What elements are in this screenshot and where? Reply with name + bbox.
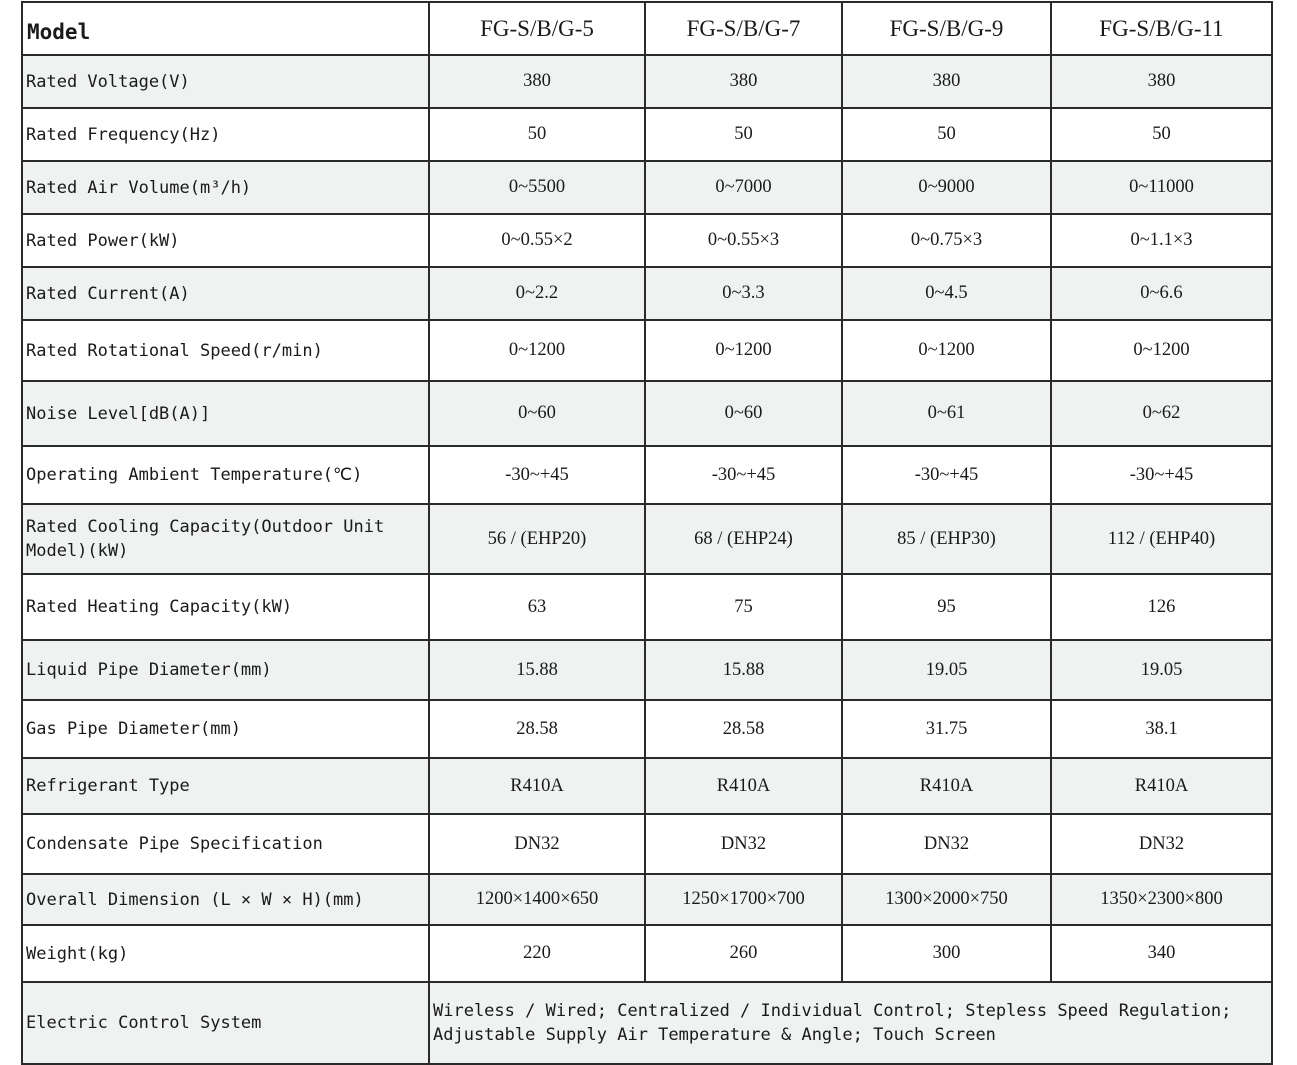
cell-value: -30~+45 [842, 446, 1051, 504]
cell-value: 0~2.2 [429, 267, 645, 320]
table-row [22, 758, 1272, 814]
model-header-label: Model [22, 2, 429, 55]
cell-value: 31.75 [842, 700, 1051, 758]
table-row [22, 320, 1272, 381]
cell-value: 28.58 [645, 700, 842, 758]
row-label: Rated Current(A) [22, 267, 429, 320]
table-row [22, 640, 1272, 700]
cell-value: 50 [429, 108, 645, 161]
row-label: Noise Level[dB(A)] [22, 381, 429, 446]
cell-value: 0~62 [1051, 381, 1272, 446]
row-label: Rated Voltage(V) [22, 55, 429, 108]
table-row [22, 700, 1272, 758]
table-row [22, 55, 1272, 108]
control-system-line-2: Adjustable Supply Air Temperature & Angle; Touch Screen [433, 1025, 996, 1045]
row-label: Rated Cooling Capacity(Outdoor Unit Model)(kW) [22, 504, 429, 574]
cell-value: 85 / (EHP30) [842, 504, 1051, 574]
control-system-line-1: Wireless / Wired; Centralized / Individual Control; Stepless Speed Regulation; [433, 1001, 1232, 1021]
cell-value: 0~5500 [429, 161, 645, 214]
cell-value: 0~60 [429, 381, 645, 446]
cell-value: 15.88 [429, 640, 645, 700]
cell-value: 68 / (EHP24) [645, 504, 842, 574]
cell-value: 380 [645, 55, 842, 108]
row-label: Rated Frequency(Hz) [22, 108, 429, 161]
cell-value: 260 [645, 925, 842, 982]
table-row [22, 381, 1272, 446]
cell-value: R410A [429, 758, 645, 814]
cell-value: 95 [842, 574, 1051, 640]
cell-value: 75 [645, 574, 842, 640]
cell-value: 0~11000 [1051, 161, 1272, 214]
row-label: Operating Ambient Temperature(℃) [22, 446, 429, 504]
cell-value: 0~7000 [645, 161, 842, 214]
control-system-description [429, 982, 1272, 1064]
cell-value: 19.05 [1051, 640, 1272, 700]
cell-value: DN32 [645, 814, 842, 874]
table-row [22, 108, 1272, 161]
cell-value: 19.05 [842, 640, 1051, 700]
cell-value: 1200×1400×650 [429, 874, 645, 925]
cell-value: 0~9000 [842, 161, 1051, 214]
model-header-1: FG-S/B/G-5 [429, 2, 645, 55]
model-header-2: FG-S/B/G-7 [645, 2, 842, 55]
cell-value: 56 / (EHP20) [429, 504, 645, 574]
cell-value: -30~+45 [1051, 446, 1272, 504]
cell-value: 0~3.3 [645, 267, 842, 320]
cell-value: R410A [842, 758, 1051, 814]
table-row [22, 504, 1272, 574]
cell-value: 0~60 [645, 381, 842, 446]
cell-value: 1250×1700×700 [645, 874, 842, 925]
cell-value: 340 [1051, 925, 1272, 982]
table-row [22, 446, 1272, 504]
cell-value: 0~6.6 [1051, 267, 1272, 320]
table-row [22, 214, 1272, 267]
cell-value: 0~1200 [429, 320, 645, 381]
row-label: Refrigerant Type [22, 758, 429, 814]
cell-value: 0~1200 [1051, 320, 1272, 381]
cell-value: 1350×2300×800 [1051, 874, 1272, 925]
cell-value: 15.88 [645, 640, 842, 700]
cell-value: 1300×2000×750 [842, 874, 1051, 925]
header-row [22, 2, 1272, 55]
table-row [22, 574, 1272, 640]
cell-value: 50 [842, 108, 1051, 161]
model-header-4: FG-S/B/G-11 [1051, 2, 1272, 55]
row-label: Rated Power(kW) [22, 214, 429, 267]
cell-value: DN32 [1051, 814, 1272, 874]
row-label: Rated Heating Capacity(kW) [22, 574, 429, 640]
spec-table [21, 1, 1273, 1065]
table-row [22, 925, 1272, 982]
cell-value: 300 [842, 925, 1051, 982]
row-label: Condensate Pipe Specification [22, 814, 429, 874]
control-system-row [22, 982, 1272, 1064]
cell-value: 63 [429, 574, 645, 640]
cell-value: 380 [1051, 55, 1272, 108]
cell-value: 0~61 [842, 381, 1051, 446]
cell-value: 380 [429, 55, 645, 108]
cell-value: 112 / (EHP40) [1051, 504, 1272, 574]
cell-value: -30~+45 [429, 446, 645, 504]
table-row [22, 874, 1272, 925]
cell-value: 38.1 [1051, 700, 1272, 758]
table-row [22, 267, 1272, 320]
row-label: Liquid Pipe Diameter(mm) [22, 640, 429, 700]
table-row [22, 814, 1272, 874]
cell-value: R410A [1051, 758, 1272, 814]
model-header-3: FG-S/B/G-9 [842, 2, 1051, 55]
table-row [22, 161, 1272, 214]
cell-value: 0~0.55×3 [645, 214, 842, 267]
row-label: Rated Rotational Speed(r/min) [22, 320, 429, 381]
row-label: Electric Control System [22, 982, 429, 1064]
cell-value: 220 [429, 925, 645, 982]
cell-value: 126 [1051, 574, 1272, 640]
cell-value: 50 [1051, 108, 1272, 161]
row-label: Overall Dimension (L × W × H)(mm) [22, 874, 429, 925]
cell-value: 0~4.5 [842, 267, 1051, 320]
cell-value: 0~1.1×3 [1051, 214, 1272, 267]
cell-value: 0~0.55×2 [429, 214, 645, 267]
cell-value: 380 [842, 55, 1051, 108]
cell-value: R410A [645, 758, 842, 814]
cell-value: -30~+45 [645, 446, 842, 504]
cell-value: 50 [645, 108, 842, 161]
row-label: Rated Air Volume(m³/h) [22, 161, 429, 214]
row-label: Gas Pipe Diameter(mm) [22, 700, 429, 758]
cell-value: 0~1200 [842, 320, 1051, 381]
cell-value: 28.58 [429, 700, 645, 758]
row-label: Weight(kg) [22, 925, 429, 982]
cell-value: DN32 [429, 814, 645, 874]
cell-value: 0~0.75×3 [842, 214, 1051, 267]
cell-value: 0~1200 [645, 320, 842, 381]
cell-value: DN32 [842, 814, 1051, 874]
